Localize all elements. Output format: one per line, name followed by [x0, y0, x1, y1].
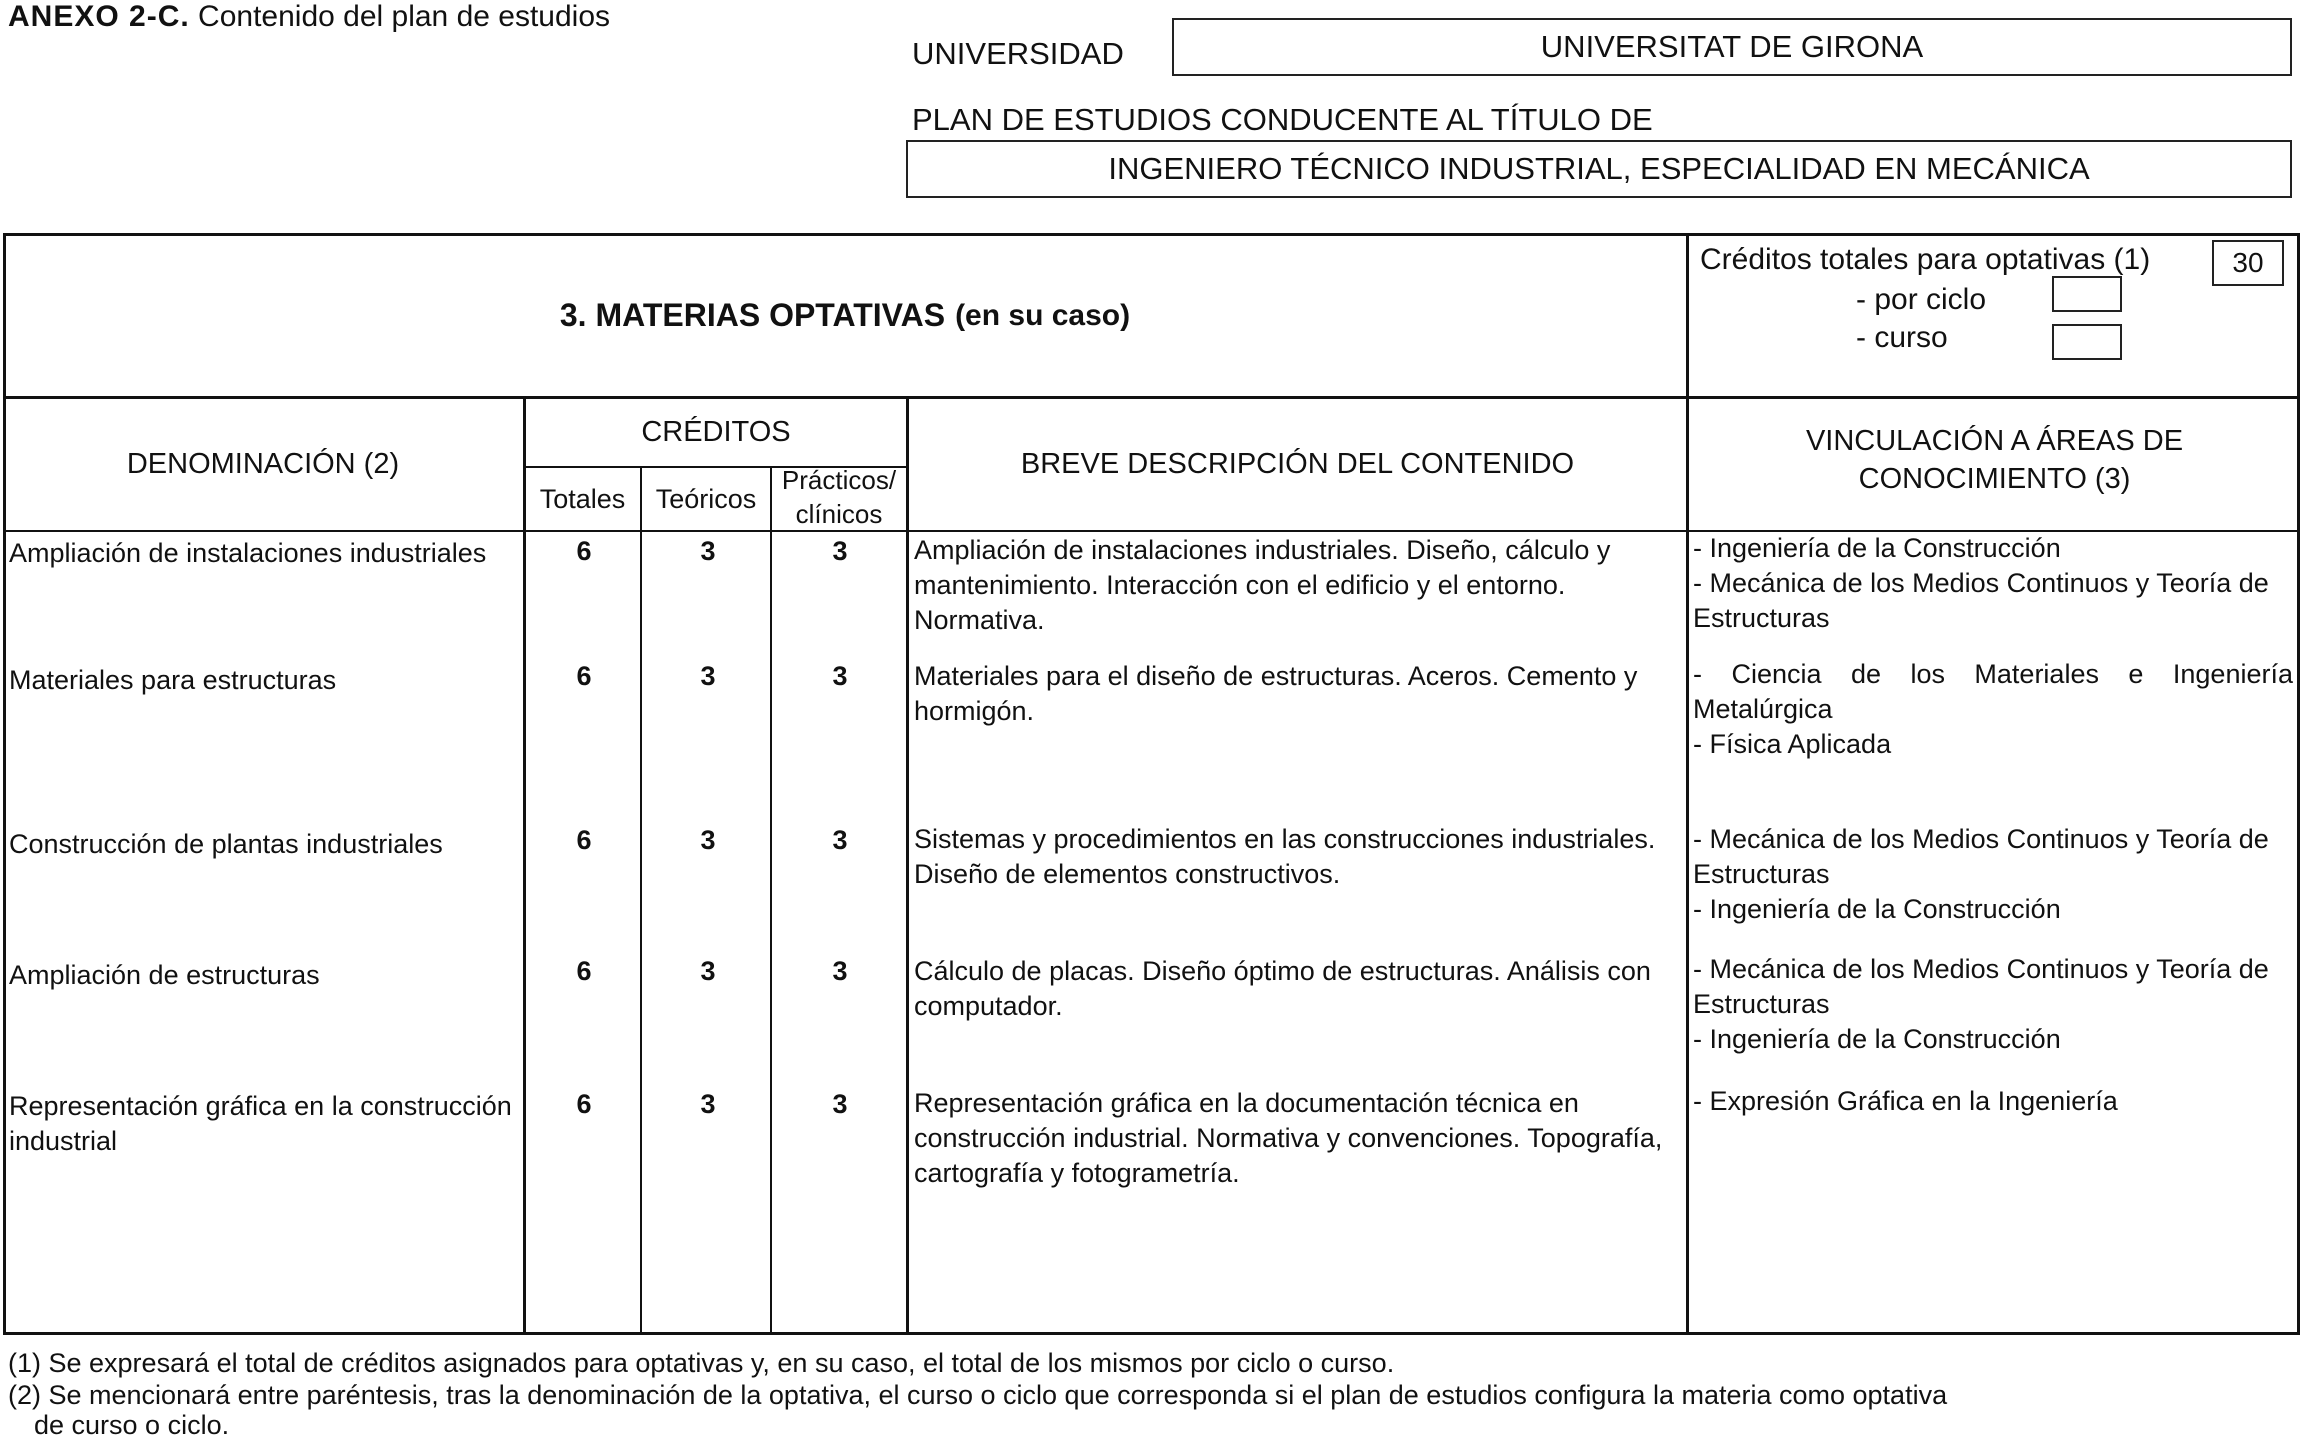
curso-field — [2052, 324, 2122, 360]
description-line: Normativa. — [914, 605, 1045, 635]
area-line: Estructuras — [1693, 603, 1830, 633]
col-header-practicos — [772, 462, 906, 532]
area-line: Metalúrgica — [1693, 694, 1833, 724]
credits-total-label: Créditos totales para optativas (1) — [1700, 243, 2151, 276]
university-value: UNIVERSITAT DE GIRONA — [1540, 29, 1924, 64]
area-line: - Mecánica de los Medios Continuos y Teoría de — [1693, 824, 2269, 854]
subject-name: Materiales para estructuras — [9, 665, 337, 695]
section-title-text: 3. MATERIAS OPTATIVAS — [559, 297, 946, 333]
knowledge-areas — [1693, 1084, 2296, 1119]
subject-name: Ampliación de instalaciones industriales — [9, 538, 487, 568]
col-header-vinculacion-line2: CONOCIMIENTO (3) — [1858, 463, 2131, 495]
description-line: cartografía y fotogrametría. — [914, 1158, 1240, 1188]
area-line: - Ingeniería de la Construcción — [1693, 894, 2061, 924]
credits-totales: 6 — [576, 661, 592, 691]
university-label: UNIVERSIDAD — [912, 36, 1124, 71]
col-header-practicos-line2: clínicos — [795, 499, 883, 529]
credits-teoricos: 3 — [700, 825, 716, 855]
credits-total-value: 30 — [2232, 247, 2264, 278]
table-row-name — [9, 827, 519, 862]
annex-label: ANEXO 2-C. — [8, 0, 190, 33]
annex-title: Contenido del plan de estudios — [198, 0, 611, 33]
credits-teoricos: 3 — [700, 956, 716, 986]
knowledge-areas — [1693, 952, 2296, 1057]
knowledge-areas — [1693, 657, 2296, 762]
credits-teoricos: 3 — [700, 536, 716, 566]
col-header-creditos: CRÉDITOS — [641, 415, 791, 448]
description-line: Cálculo de placas. Diseño óptimo de estructuras. Análisis con — [914, 956, 1651, 986]
credits-practicos: 3 — [832, 1089, 848, 1119]
plan-label: PLAN DE ESTUDIOS CONDUCENTE AL TÍTULO DE — [912, 102, 1653, 137]
area-line: - Mecánica de los Medios Continuos y Teoría de — [1693, 568, 2269, 598]
description-line: Sistemas y procedimientos en las construcciones industriales. — [914, 824, 1656, 854]
description-line: hormigón. — [914, 696, 1035, 726]
university-field — [1172, 18, 2292, 76]
subject-description — [914, 954, 1682, 1024]
knowledge-areas — [1693, 531, 2296, 636]
credits-totales: 6 — [576, 956, 592, 986]
por-ciclo-label: - por ciclo — [1856, 283, 1987, 316]
plan-field — [906, 140, 2292, 198]
area-line: - Física Aplicada — [1693, 729, 1892, 759]
annex-heading — [8, 0, 610, 34]
description-line: Representación gráfica en la documentación técnica en — [914, 1088, 1579, 1118]
col-header-totales: Totales — [539, 483, 626, 514]
col-header-practicos-line1: Prácticos/ — [781, 465, 897, 495]
subject-description — [914, 1086, 1682, 1191]
description-line: construcción industrial. Normativa y convenciones. Topografía, — [914, 1123, 1663, 1153]
credits-practicos: 3 — [832, 536, 848, 566]
rule-col-descripcion — [906, 396, 909, 1335]
description-line: Ampliación de instalaciones industriales. Diseño, cálculo y — [914, 535, 1611, 565]
table-row-name — [9, 958, 519, 993]
col-header-vinculacion-line1: VINCULACIÓN A ÁREAS DE — [1805, 425, 2184, 457]
footnote-2: (2) Se mencionará entre paréntesis, tras la denominación de la optativa, el curso o ciclo que corresponda si el plan de estudios configura la materia como optativa — [8, 1380, 1948, 1410]
credits-totales: 6 — [576, 1089, 592, 1119]
col-header-vinculacion — [1689, 410, 2300, 510]
plan-value: INGENIERO TÉCNICO INDUSTRIAL, ESPECIALIDAD EN MECÁNICA — [1108, 151, 2090, 186]
section-subtitle: (en su caso) — [955, 298, 1131, 332]
description-line: Materiales para el diseño de estructuras. Aceros. Cemento y — [914, 661, 1638, 691]
subject-name: Representación gráfica en la construcción — [9, 1091, 512, 1121]
credits-teoricos: 3 — [700, 661, 716, 691]
table-row-name — [9, 1089, 521, 1159]
subject-description — [914, 659, 1682, 729]
rule-col-teoricos — [640, 466, 642, 1335]
credits-teoricos: 3 — [700, 1089, 716, 1119]
curso-label: - curso — [1856, 321, 1948, 354]
area-line: - Ingeniería de la Construcción — [1693, 1024, 2061, 1054]
credits-practicos: 3 — [832, 956, 848, 986]
area-line: - Expresión Gráfica en la Ingeniería — [1693, 1086, 2118, 1116]
subject-description — [914, 822, 1682, 892]
col-header-teoricos: Teóricos — [655, 483, 757, 514]
footnote-1: (1) Se expresará el total de créditos asignados para optativas y, en su caso, el total de los mismos por ciclo o curso. — [8, 1348, 1395, 1378]
subject-name: Construcción de plantas industriales — [9, 829, 443, 859]
description-line: mantenimiento. Interacción con el edificio y el entorno. — [914, 570, 1566, 600]
description-line: Diseño de elementos constructivos. — [914, 859, 1341, 889]
col-header-descripcion: BREVE DESCRIPCIÓN DEL CONTENIDO — [1020, 447, 1575, 480]
area-line: - Ciencia de los Materiales e Ingeniería — [1693, 659, 2293, 689]
knowledge-areas — [1693, 822, 2296, 927]
table-row-name — [9, 663, 519, 698]
subject-name: Ampliación de estructuras — [9, 960, 320, 990]
area-line: - Mecánica de los Medios Continuos y Teoría de — [1693, 954, 2269, 984]
table-row-name — [9, 536, 519, 571]
rule-col-denominacion — [523, 396, 526, 1335]
subject-name-cont: industrial — [9, 1126, 118, 1156]
description-line: computador. — [914, 991, 1063, 1021]
credits-totales: 6 — [576, 536, 592, 566]
area-line: Estructuras — [1693, 989, 1830, 1019]
rule-col-practicos — [770, 466, 772, 1335]
area-line: Estructuras — [1693, 859, 1830, 889]
subject-description — [914, 533, 1682, 638]
section-title — [3, 233, 1687, 398]
footnote-2-cont: de curso o ciclo. — [34, 1410, 230, 1440]
credits-totales: 6 — [576, 825, 592, 855]
credits-practicos: 3 — [832, 825, 848, 855]
area-line: - Ingeniería de la Construcción — [1693, 533, 2061, 563]
por-ciclo-field — [2052, 276, 2122, 312]
credits-practicos: 3 — [832, 661, 848, 691]
credits-total-field — [2212, 240, 2284, 286]
col-header-denominacion: DENOMINACIÓN (2) — [126, 447, 400, 480]
rule-section-divider — [1686, 233, 1689, 1335]
